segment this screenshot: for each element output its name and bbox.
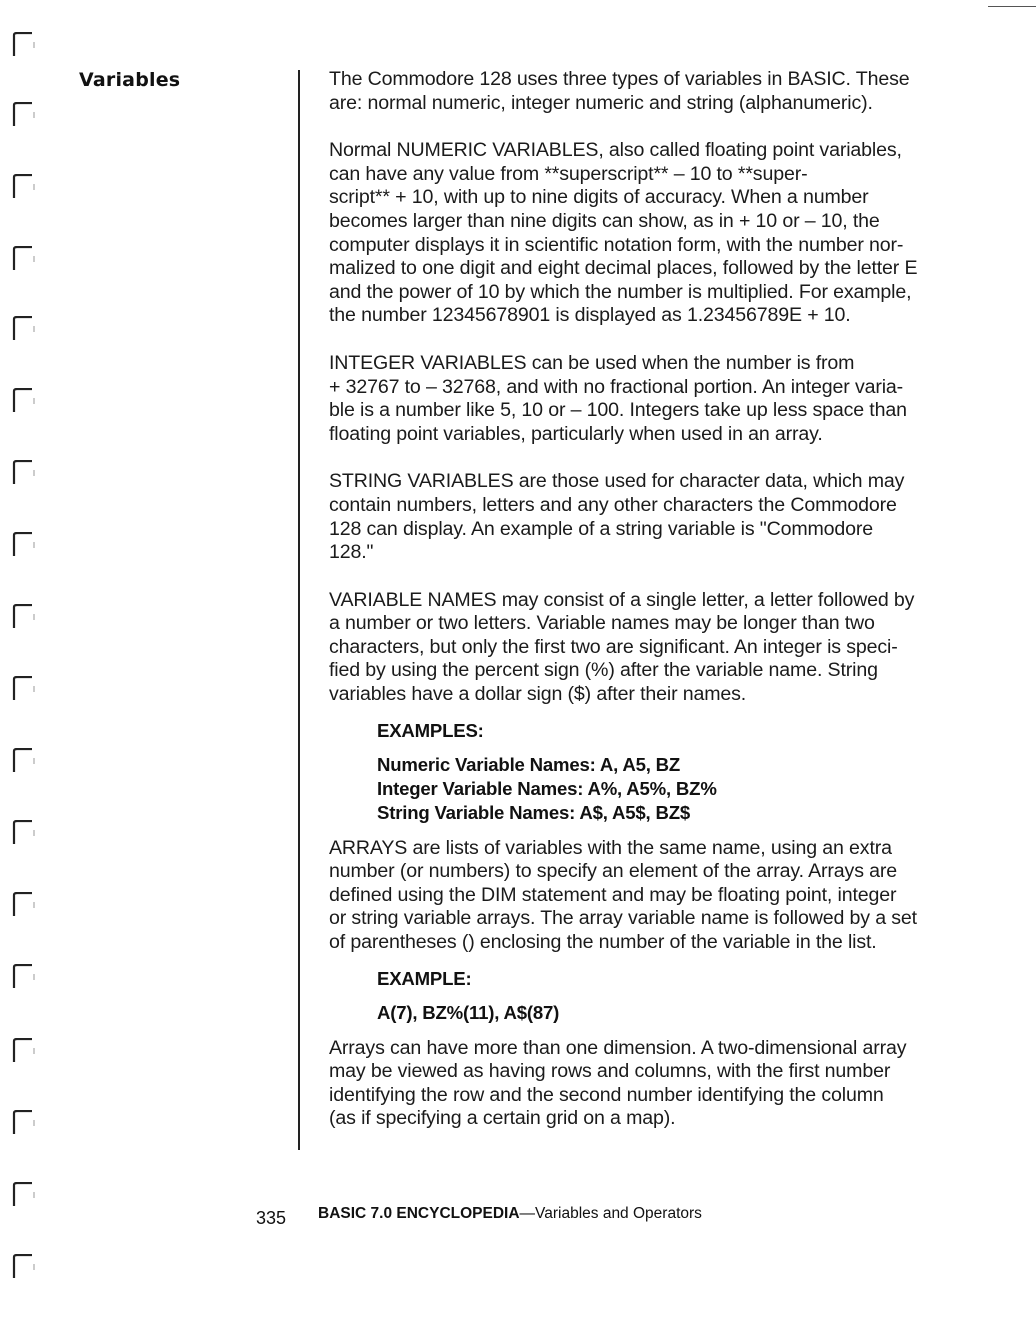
- binder-hole-marks: [8, 0, 44, 1323]
- binder-hole-mark: [12, 388, 36, 414]
- binder-hole-mark: [12, 892, 36, 918]
- examples-heading: EXAMPLES:: [377, 719, 484, 741]
- binder-hole-mark: [12, 1254, 36, 1280]
- binder-hole-mark: [12, 174, 36, 200]
- running-footer-title: BASIC 7.0 ENCYCLOPEDIA: [318, 1205, 520, 1222]
- section-title: Variables: [79, 69, 181, 91]
- binder-hole-mark: [12, 246, 36, 272]
- running-footer: [318, 1205, 702, 1223]
- binder-hole-mark: [12, 820, 36, 846]
- binder-hole-mark: [12, 316, 36, 342]
- binder-hole-mark: [12, 32, 36, 58]
- example-line: String Variable Names: A$, A5$, BZ$: [377, 801, 690, 823]
- binder-hole-mark: [12, 748, 36, 774]
- column-divider: [298, 70, 300, 1150]
- binder-hole-mark: [12, 676, 36, 702]
- binder-hole-mark: [12, 532, 36, 558]
- binder-hole-mark: [12, 102, 36, 128]
- array-example-heading: EXAMPLE:: [377, 967, 472, 989]
- binder-hole-mark: [12, 604, 36, 630]
- page-number: 335: [256, 1208, 287, 1228]
- paragraph-arrays: ARRAYS are lists of variables with the same name, using an extra number (or numbers) to specify an element of the array. Arrays are defined using the DIM statement and may be floating point, integer or string variable arrays. The array variable name is followed by a set of parentheses () enclosing the number of the variable in the list.: [329, 836, 917, 954]
- binder-hole-mark: [12, 1182, 36, 1208]
- array-example-line: A(7), BZ%(11), A$(87): [377, 1001, 560, 1023]
- binder-hole-mark: [12, 964, 36, 990]
- example-line: Integer Variable Names: A%, A5%, BZ%: [377, 777, 717, 799]
- paragraph-intro: The Commodore 128 uses three types of variables in BASIC. These are: normal numeric, integer numeric and string (alphanumeric).: [329, 68, 910, 114]
- binder-hole-mark: [12, 1038, 36, 1064]
- paragraph-variable-names: VARIABLE NAMES may consist of a single letter, a letter followed by a number or two letters. Variable names may be longer than two characters, but only the first two are significant. An integer is speci- fied by using the percent sign (%) after the variable name. String variables have a dollar sign ($) after their names.: [329, 588, 915, 706]
- paragraph-integer-variables: INTEGER VARIABLES can be used when the number is from + 32767 to – 32768, and with no fractional portion. An integer varia- ble is a number like 5, 10 or – 100. Integers take up less space than floating point variables, particularly when used in an array.: [329, 351, 907, 445]
- binder-hole-mark: [12, 1110, 36, 1136]
- examples-list: [377, 753, 979, 825]
- body-text: [329, 68, 979, 1155]
- example-line: Numeric Variable Names: A, A5, BZ: [377, 753, 681, 775]
- top-edge-rule: [988, 6, 1036, 7]
- paragraph-string-variables: STRING VARIABLES are those used for character data, which may contain numbers, letters and any other characters the Commodore 128 can display. An example of a string variable is "Commodore 128.": [329, 470, 905, 564]
- binder-hole-mark: [12, 460, 36, 486]
- paragraph-numeric-variables: Normal NUMERIC VARIABLES, also called floating point variables, can have any value from **superscript** – 10 to **super- script** + 10, with up to nine digits of accuracy. When a number becomes larger than nine digits can show, as in + 10 or – 10, the computer displays it in scientific notation form, with the number nor- malized to one digit and eight decimal places, followed by the letter E and the power of 10 by which the number is multiplied. For example, the number 12345678901 is displayed as 1.23456789E + 10.: [329, 139, 918, 327]
- running-footer-subtitle: —Variables and Operators: [519, 1205, 702, 1222]
- paragraph-dimensions: Arrays can have more than one dimension. A two-dimensional array may be viewed as having rows and columns, with the first number identifying the row and the second number identifying the column (as if specifying a certain grid on a map).: [329, 1036, 907, 1130]
